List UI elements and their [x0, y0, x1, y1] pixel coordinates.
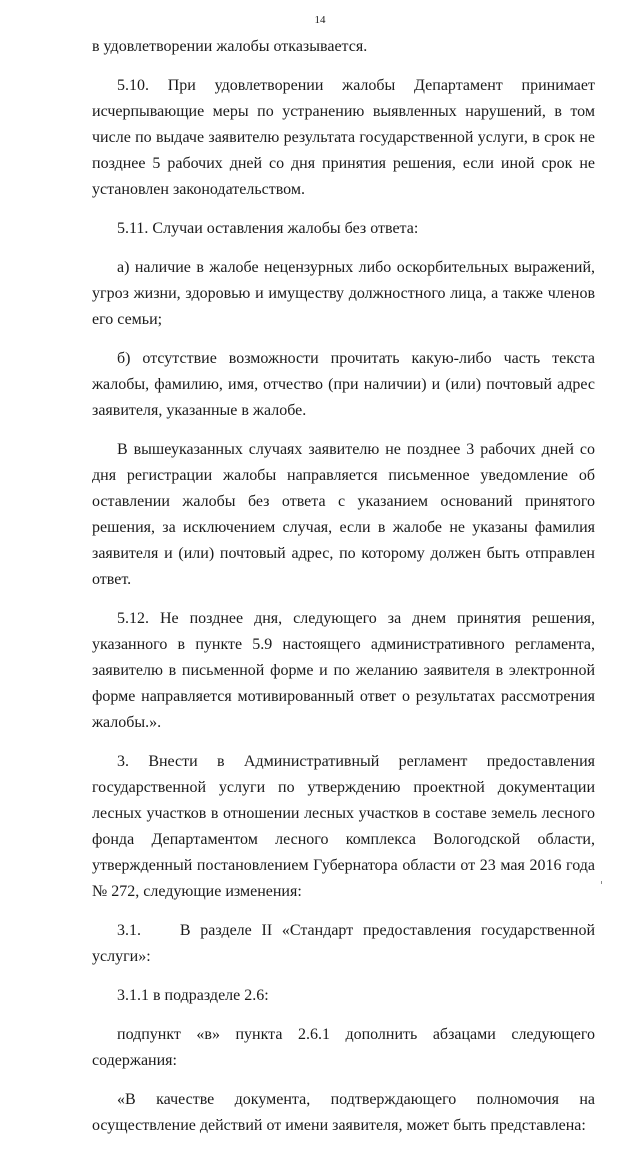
paragraph-5-12: 5.12. Не позднее дня, следующего за днем принятия решения, указанного в пункте 5.9 настоящего административного регламента, заявителю в письменной форме и по желанию заявителя в электронной форме направляется мотивированный ответ о результатах рассмотрения жалобы.».: [92, 610, 595, 731]
paragraph-notification: В вышеуказанных случаях заявителю не позднее 3 рабочих дней со дня регистрации жалобы направляется письменное уведомление об оставлении жалобы без ответа с указанием оснований принятого решения, за исключением случая, если в жалобе не указаны фамилия заявителя и (или) почтовый адрес, по которому должен быть отправлен ответ.: [92, 441, 595, 588]
paragraph-item-3: 3. Внести в Административный регламент предоставления государственной услуги по утверждению проектной документации лесных участков в отношении лесных участков в составе земель лесного фонда Департаментом лесного комплекса Вологодской области, утвержденный постановлением Губернатора области от 23 мая 2016 года № 272, следующие изменения:: [92, 753, 595, 900]
scan-mark: [601, 881, 602, 884]
paragraph-5-11-a: а) наличие в жалобе нецензурных либо оскорбительных выражений, угроз жизни, здоровью и имуществу должностного лица, а также членов его семьи;: [92, 259, 595, 328]
paragraph-item-3-1: 3.1. В разделе II «Стандарт предоставления государственной услуги»:: [92, 922, 599, 965]
page-number: 14: [314, 14, 326, 26]
paragraph-refusal-continuation: в удовлетворении жалобы отказывается.: [92, 38, 368, 55]
paragraph-item-3-1-1: 3.1.1 в подразделе 2.6:: [117, 987, 269, 1004]
paragraph-5-11-b: б) отсутствие возможности прочитать какую-либо часть текста жалобы, фамилию, имя, отчество (при наличии) и (или) почтовый адрес заявителя, указанные в жалобе.: [92, 350, 595, 419]
paragraph-subitem-v: подпункт «в» пункта 2.6.1 дополнить абзацами следующего содержания:: [92, 1026, 595, 1069]
document-body: [92, 34, 599, 1152]
paragraph-5-11: 5.11. Случаи оставления жалобы без ответа:: [117, 220, 419, 237]
paragraph-authority-document: «В качестве документа, подтверждающего полномочия на осуществление действий от имени заявителя, может быть представлена:: [92, 1091, 595, 1134]
paragraph-5-10: 5.10. При удовлетворении жалобы Департамент принимает исчерпывающие меры по устранению выявленных нарушений, в том числе по выдаче заявителю результата государственной услуги, в срок не позднее 5 рабочих дней со дня принятия решения, если иной срок не установлен законодательством.: [92, 77, 595, 198]
